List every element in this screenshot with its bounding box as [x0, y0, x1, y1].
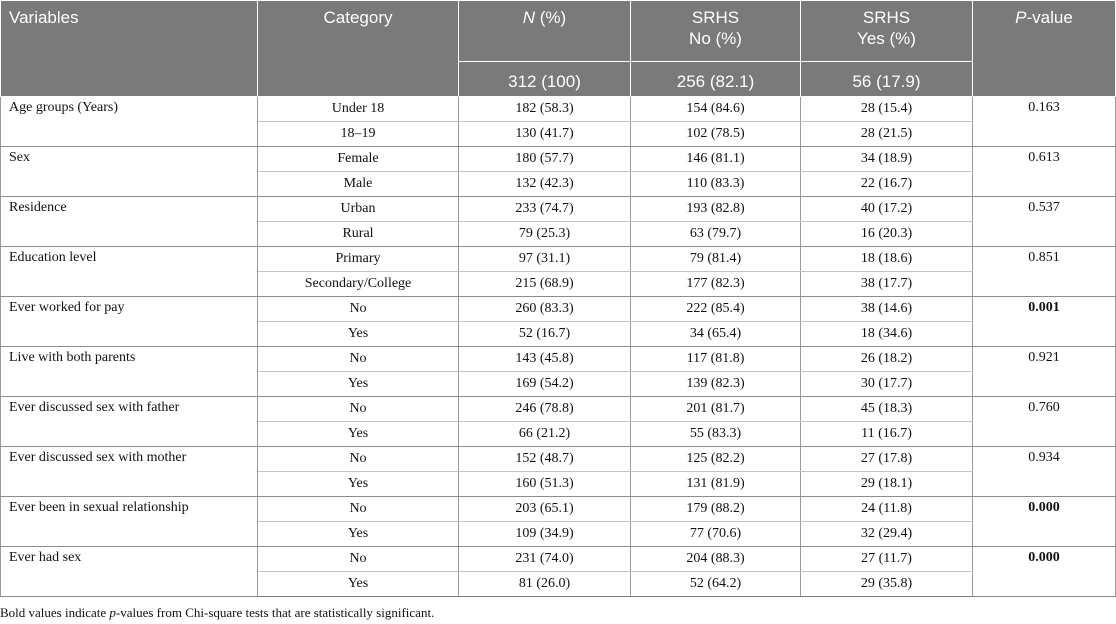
srhs-yes-cell: 38 (17.7): [801, 272, 973, 297]
footnote: Bold values indicate p-values from Chi-square tests that are statistically significant.: [0, 605, 435, 620]
n-cell: 233 (74.7): [459, 197, 631, 222]
p-value-cell: 0.163: [973, 97, 1116, 147]
table-row: [1, 497, 1116, 522]
table-row: [1, 247, 1116, 272]
table-row: [1, 97, 1116, 122]
srhs-no-cell: 55 (83.3): [631, 422, 801, 447]
srhs-yes-cell: 11 (16.7): [801, 422, 973, 447]
srhs-yes-cell: 28 (21.5): [801, 122, 973, 147]
srhs-no-cell: 154 (84.6): [631, 97, 801, 122]
srhs-yes-cell: 38 (14.6): [801, 297, 973, 322]
srhs-yes-cell: 24 (11.8): [801, 497, 973, 522]
n-cell: 215 (68.9): [459, 272, 631, 297]
category-cell: Yes: [258, 422, 459, 447]
srhs-yes-cell: 30 (17.7): [801, 372, 973, 397]
header-category: Category: [258, 1, 459, 97]
srhs-yes-cell: 26 (18.2): [801, 347, 973, 372]
srhs-yes-cell: 28 (15.4): [801, 97, 973, 122]
n-cell: 182 (58.3): [459, 97, 631, 122]
category-cell: 18–19: [258, 122, 459, 147]
category-cell: Under 18: [258, 97, 459, 122]
category-cell: Primary: [258, 247, 459, 272]
srhs-no-cell: 193 (82.8): [631, 197, 801, 222]
srhs-no-cell: 131 (81.9): [631, 472, 801, 497]
table-row: [1, 447, 1116, 472]
variable-name: Ever been in sexual relationship: [1, 497, 258, 547]
n-cell: 143 (45.8): [459, 347, 631, 372]
p-value-cell: 0.000: [973, 497, 1116, 547]
category-cell: No: [258, 297, 459, 322]
table-header: [1, 1, 1116, 97]
p-value-cell: 0.934: [973, 447, 1116, 497]
variable-name: Ever discussed sex with mother: [1, 447, 258, 497]
table-row: [1, 147, 1116, 172]
n-cell: 52 (16.7): [459, 322, 631, 347]
n-cell: 132 (42.3): [459, 172, 631, 197]
category-cell: Rural: [258, 222, 459, 247]
srhs-no-cell: 63 (79.7): [631, 222, 801, 247]
srhs-no-cell: 125 (82.2): [631, 447, 801, 472]
header-total-no: 256 (82.1): [631, 62, 801, 97]
srhs-no-cell: 102 (78.5): [631, 122, 801, 147]
srhs-no-cell: 146 (81.1): [631, 147, 801, 172]
srhs-yes-cell: 27 (17.8): [801, 447, 973, 472]
n-cell: 169 (54.2): [459, 372, 631, 397]
n-cell: 109 (34.9): [459, 522, 631, 547]
category-cell: Yes: [258, 322, 459, 347]
category-cell: Male: [258, 172, 459, 197]
category-cell: No: [258, 447, 459, 472]
n-cell: 81 (26.0): [459, 572, 631, 597]
n-cell: 260 (83.3): [459, 297, 631, 322]
srhs-yes-cell: 29 (18.1): [801, 472, 973, 497]
srhs-no-cell: 204 (88.3): [631, 547, 801, 572]
n-cell: 152 (48.7): [459, 447, 631, 472]
category-cell: Secondary/College: [258, 272, 459, 297]
category-cell: Female: [258, 147, 459, 172]
variable-name: Sex: [1, 147, 258, 197]
srhs-no-cell: 79 (81.4): [631, 247, 801, 272]
p-value-cell: 0.851: [973, 247, 1116, 297]
srhs-no-cell: 201 (81.7): [631, 397, 801, 422]
variable-name: Live with both parents: [1, 347, 258, 397]
srhs-yes-cell: 45 (18.3): [801, 397, 973, 422]
category-cell: No: [258, 547, 459, 572]
header-srhs-yes: SRHS Yes (%): [801, 1, 973, 62]
category-cell: Yes: [258, 472, 459, 497]
variable-name: Education level: [1, 247, 258, 297]
category-cell: No: [258, 347, 459, 372]
table-row: [1, 347, 1116, 372]
p-value-cell: 0.537: [973, 197, 1116, 247]
p-value-cell: 0.613: [973, 147, 1116, 197]
header-variables: Variables: [1, 1, 258, 97]
srhs-no-cell: 177 (82.3): [631, 272, 801, 297]
header-p-value: P-value: [973, 1, 1116, 97]
header-total-n: 312 (100): [459, 62, 631, 97]
table-body: [1, 97, 1116, 597]
table-row: [1, 197, 1116, 222]
srhs-no-cell: 110 (83.3): [631, 172, 801, 197]
p-value-cell: 0.921: [973, 347, 1116, 397]
category-cell: Yes: [258, 522, 459, 547]
srhs-yes-cell: 22 (16.7): [801, 172, 973, 197]
n-cell: 97 (31.1): [459, 247, 631, 272]
srhs-yes-cell: 32 (29.4): [801, 522, 973, 547]
table-row: [1, 397, 1116, 422]
n-cell: 160 (51.3): [459, 472, 631, 497]
variable-name: Ever worked for pay: [1, 297, 258, 347]
srhs-yes-cell: 29 (35.8): [801, 572, 973, 597]
header-n: N (%): [459, 1, 631, 62]
variable-name: Ever discussed sex with father: [1, 397, 258, 447]
variable-name: Residence: [1, 197, 258, 247]
srhs-yes-cell: 34 (18.9): [801, 147, 973, 172]
srhs-yes-cell: 16 (20.3): [801, 222, 973, 247]
srhs-no-cell: 34 (65.4): [631, 322, 801, 347]
srhs-no-cell: 77 (70.6): [631, 522, 801, 547]
category-cell: Yes: [258, 372, 459, 397]
srhs-no-cell: 179 (88.2): [631, 497, 801, 522]
srhs-no-cell: 222 (85.4): [631, 297, 801, 322]
p-value-cell: 0.760: [973, 397, 1116, 447]
category-cell: Yes: [258, 572, 459, 597]
p-value-cell: 0.000: [973, 547, 1116, 597]
n-cell: 130 (41.7): [459, 122, 631, 147]
srhs-yes-cell: 18 (18.6): [801, 247, 973, 272]
srhs-no-cell: 139 (82.3): [631, 372, 801, 397]
n-cell: 231 (74.0): [459, 547, 631, 572]
table-row: [1, 297, 1116, 322]
category-cell: No: [258, 397, 459, 422]
variable-name: Ever had sex: [1, 547, 258, 597]
n-cell: 203 (65.1): [459, 497, 631, 522]
p-value-cell: 0.001: [973, 297, 1116, 347]
variable-name: Age groups (Years): [1, 97, 258, 147]
category-cell: Urban: [258, 197, 459, 222]
srhs-yes-cell: 18 (34.6): [801, 322, 973, 347]
category-cell: No: [258, 497, 459, 522]
n-cell: 180 (57.7): [459, 147, 631, 172]
n-cell: 79 (25.3): [459, 222, 631, 247]
srhs-no-cell: 52 (64.2): [631, 572, 801, 597]
n-cell: 246 (78.8): [459, 397, 631, 422]
table-row: [1, 547, 1116, 572]
header-srhs-no: SRHS No (%): [631, 1, 801, 62]
srhs-yes-cell: 40 (17.2): [801, 197, 973, 222]
srhs-yes-cell: 27 (11.7): [801, 547, 973, 572]
n-cell: 66 (21.2): [459, 422, 631, 447]
header-total-yes: 56 (17.9): [801, 62, 973, 97]
srhs-no-cell: 117 (81.8): [631, 347, 801, 372]
